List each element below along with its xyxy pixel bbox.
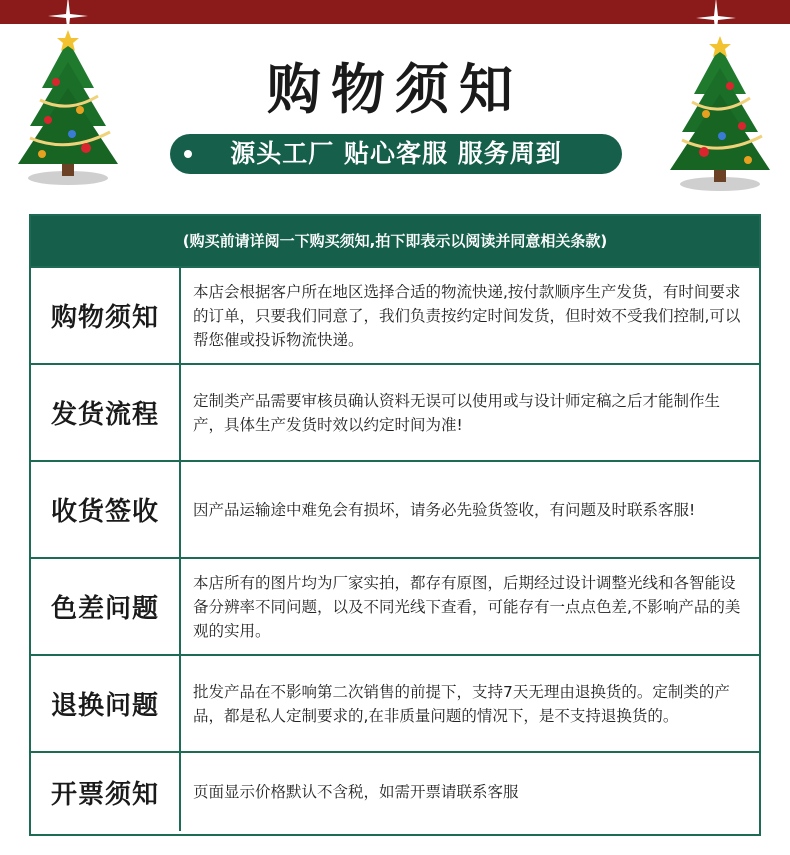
table-row [31, 460, 759, 557]
row-label: 收货签收 [31, 462, 181, 557]
top-red-band [0, 0, 790, 24]
notice-table [29, 214, 761, 836]
table-header: (购买前请详阅一下购买须知,拍下即表示以阅读并同意相关条款) [31, 216, 759, 266]
slogan-text: 源头工厂 贴心客服 服务周到 [230, 139, 562, 168]
table-row [31, 654, 759, 751]
table-row [31, 557, 759, 654]
row-text: 页面显示价格默认不含税，如需开票请联系客服 [193, 783, 519, 801]
row-text: 定制类产品需要审核员确认资料无误可以使用或与设计师定稿之后才能制作生产，具体生产发货时效以约定时间为准! [193, 391, 721, 434]
row-label: 开票须知 [31, 753, 181, 831]
table-row [31, 751, 759, 831]
row-text: 因产品运输途中难免会有损坏，请务必先验货签收，有问题及时联系客服! [193, 500, 696, 519]
bullet-dot [184, 150, 192, 158]
row-text: 本店会根据客户所在地区选择合适的物流快递,按付款顺序生产发货，有时间要求的订单，只要我们同意了，我们负责按约定时间发货，但时效不受我们控制,可以帮您催或投诉物流快递。 [193, 282, 741, 349]
page-title: 购物须知 [267, 58, 523, 121]
slogan-banner [170, 134, 622, 174]
row-label: 色差问题 [31, 559, 181, 654]
row-text: 批发产品在不影响第二次销售的前提下，支持7天无理由退换货的。定制类的产品，都是私人定制要求的,在非质量问题的情况下，是不支持退换货的。 [193, 682, 730, 725]
row-label: 发货流程 [31, 365, 181, 460]
sparkle-icon [696, 0, 736, 38]
row-text: 本店所有的图片均为厂家实拍，都存有原图，后期经过设计调整光线和各智能设备分辨率不同问题，以及不同光线下查看，可能存有一点点色差,不影响产品的美观的实用。 [193, 573, 741, 640]
table-row [31, 363, 759, 460]
table-row [31, 266, 759, 363]
row-label: 购物须知 [31, 268, 181, 363]
row-label: 退换问题 [31, 656, 181, 751]
